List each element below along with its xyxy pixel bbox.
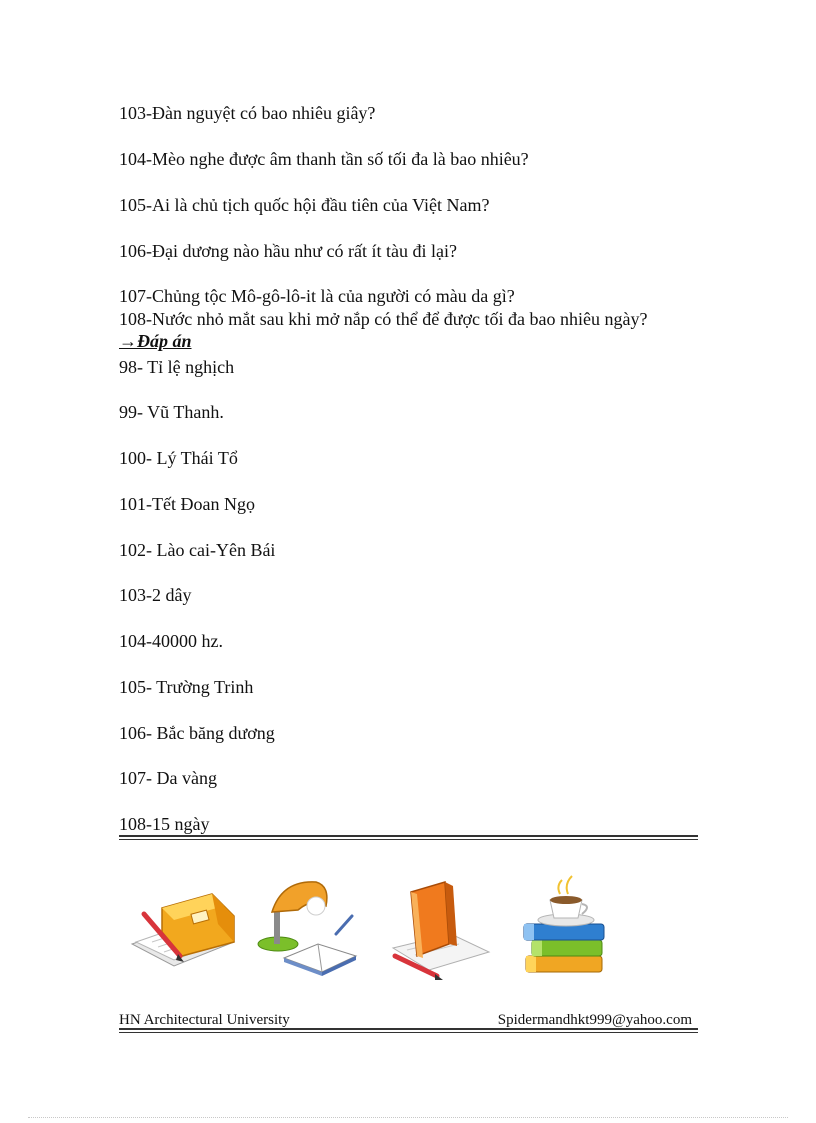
footer-top-rule bbox=[119, 835, 698, 840]
folder-pencil-icon bbox=[122, 872, 242, 992]
question-104: 104-Mèo nghe được âm thanh tần số tối đa là bao nhiêu? bbox=[119, 149, 529, 169]
question-106: 106-Đại dương nào hầu như có rất ít tàu đi lại? bbox=[119, 241, 457, 261]
footer-email: Spidermandhkt999@yahoo.com bbox=[497, 1012, 692, 1028]
answer-99: 99- Vũ Thanh. bbox=[119, 402, 224, 422]
answer-106: 106- Bắc băng dương bbox=[119, 723, 275, 743]
answer-102: 102- Lào cai-Yên Bái bbox=[119, 540, 276, 560]
page-edge-dotted-line bbox=[28, 1117, 788, 1118]
answer-105: 105- Trường Trinh bbox=[119, 677, 254, 697]
answer-108: 108-15 ngày bbox=[119, 814, 210, 834]
answers-heading: →Đáp án bbox=[119, 331, 192, 351]
coffee-books-icon bbox=[512, 872, 632, 992]
question-105: 105-Ai là chủ tịch quốc hội đầu tiên của Việt Nam? bbox=[119, 195, 490, 215]
answer-98: 98- Tỉ lệ nghịch bbox=[119, 357, 235, 377]
question-103: 103-Đàn nguyệt có bao nhiêu giây? bbox=[119, 103, 376, 123]
footer-university: HN Architectural University bbox=[119, 1012, 290, 1028]
answer-103: 103-2 dây bbox=[119, 585, 192, 605]
book-pencil-icon bbox=[385, 872, 505, 992]
answer-101: 101-Tết Đoan Ngọ bbox=[119, 494, 255, 514]
answer-107: 107- Da vàng bbox=[119, 768, 217, 788]
question-107: 107-Chủng tộc Mô-gô-lô-it là của người có màu da gì? bbox=[119, 286, 515, 306]
answer-100: 100- Lý Thái Tổ bbox=[119, 448, 238, 468]
desk-lamp-book-icon bbox=[252, 872, 372, 992]
question-108: 108-Nước nhỏ mắt sau khi mở nắp có thể để được tối đa bao nhiêu ngày? bbox=[119, 309, 648, 329]
footer-bottom-rule bbox=[119, 1028, 698, 1033]
answer-104: 104-40000 hz. bbox=[119, 631, 223, 651]
